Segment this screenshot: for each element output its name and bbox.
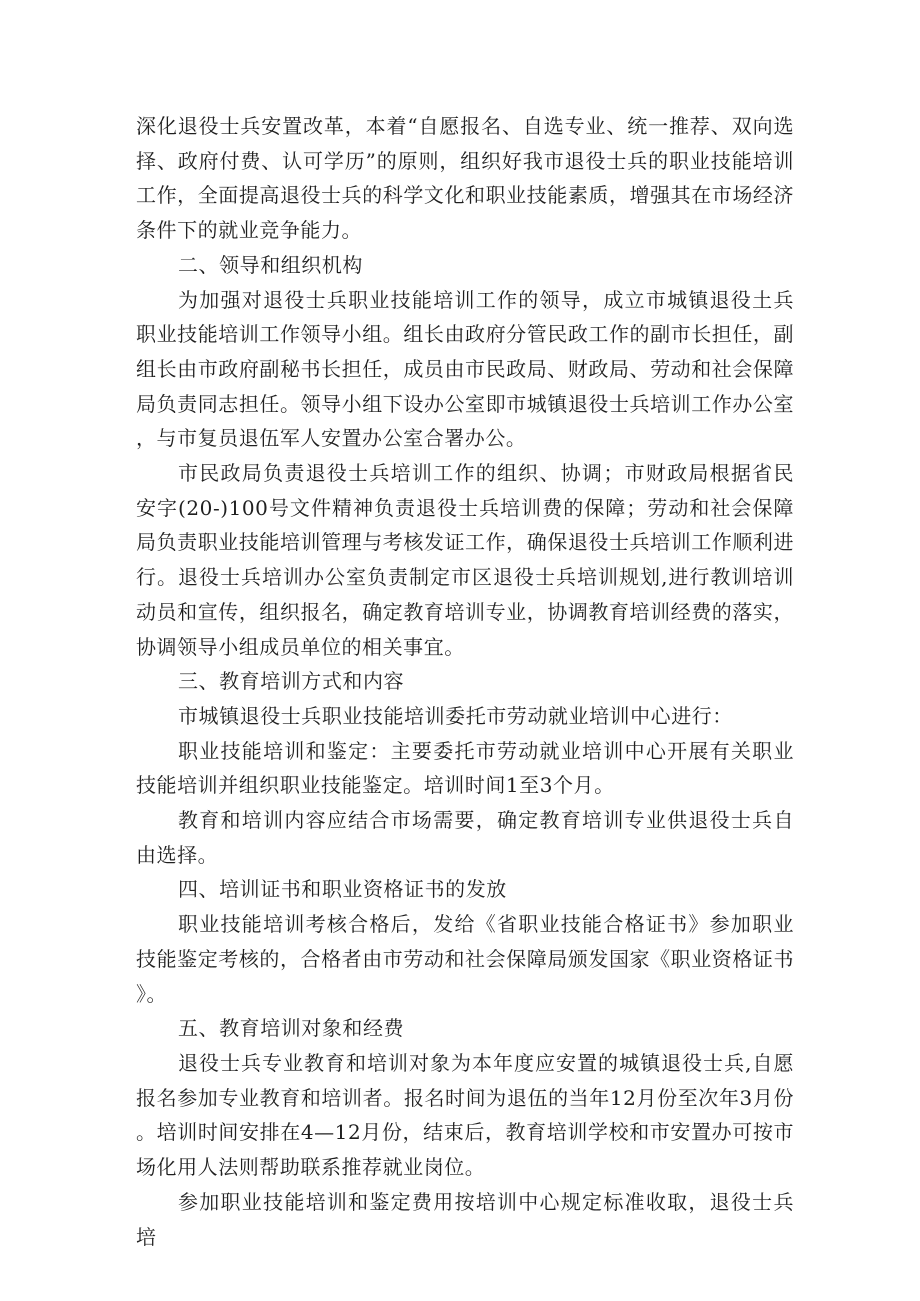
section-heading-certificates: 四、培训证书和职业资格证书的发放	[178, 877, 507, 902]
paragraph-leadership-group: 为加强对退役士兵职业技能培训工作的领导，成立市城镇退役土兵职业技能培训工作领导小组。组长由政府分管民政工作的副市长担任，副组长由市政府副秘书长担任，成员由市民政局、财政局、劳动和社会保障局负责同志担任。领导小组下设办公室即市城镇退役士兵培训工作办公室，与市复员退伍军人安置办公室合署办公。	[136, 287, 794, 451]
document-body	[136, 109, 794, 1254]
paragraph-continuation: 深化退役士兵安置改革，本着“自愿报名、自选专业、统一推荐、双向选择、政府付费、认可学历”的原则，组织好我市退役士兵的职业技能培训工作，全面提高退役士兵的科学文化和职业技能素质，增强其在市场经济条件下的就业竞争能力。	[136, 114, 794, 243]
paragraph-fees: 参加职业技能培训和鉴定费用按培训中心规定标准收取，退役士兵培	[136, 1189, 794, 1249]
paragraph-skills-appraisal: 职业技能培训和鉴定：主要委托市劳动就业培训中心开展有关职业技能培训并组织职业技能鉴定。培训时间1至3个月。	[136, 738, 794, 798]
paragraph-responsibilities: 市民政局负责退役士兵培训工作的组织、协调；市财政局根据省民安字(20-)100号文件精神负责退役士兵培训费的保障；劳动和社会保障局负责职业技能培训管理与考核发证工作，确保退役士兵培训工作顺利进行。退役士兵培训办公室负责制定市区退役士兵培训规划,进行教训培训动员和宣传，组织报名，确定教育培训专业，协调教育培训经费的落实，协调领导小组成员单位的相关事宜。	[136, 461, 794, 659]
section-heading-training-methods: 三、教育培训方式和内容	[178, 669, 405, 694]
paragraph-targets: 退役士兵专业教育和培训对象为本年度应安置的城镇退役士兵,自愿报名参加专业教育和培训者。报名时间为退伍的当年12月份至次年3月份。培训时间安排在4—12月份，结束后，教育培训学校和市安置办可按市场化用人法则帮助联系推荐就业岗位。	[136, 1050, 794, 1180]
paragraph-training-entrusted: 市城镇退役士兵职业技能培训委托市劳动就业培训中心进行：	[178, 703, 733, 728]
section-heading-targets-funding: 五、教育培训对象和经费	[178, 1016, 405, 1041]
paragraph-certificates: 职业技能培训考核合格后，发给《省职业技能合格证书》参加职业技能鉴定考核的，合格者由市劳动和社会保障局颁发国家《职业资格证书》。	[136, 912, 794, 1006]
paragraph-training-content: 教育和培训内容应结合市场需要，确定教育培训专业供退役士兵自由选择。	[136, 808, 794, 867]
section-heading-leadership: 二、领导和组织机构	[178, 252, 363, 277]
